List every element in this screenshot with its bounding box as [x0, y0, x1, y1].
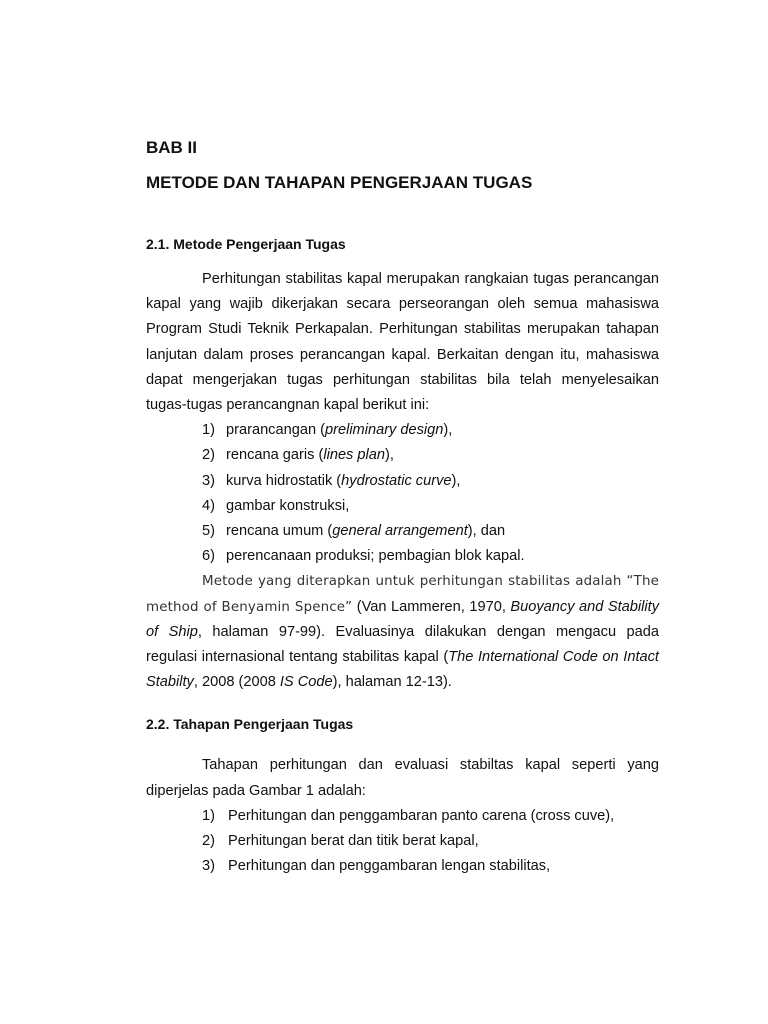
- list-item-number: 5): [202, 523, 215, 540]
- chapter-title: METODE DAN TAHAPAN PENGERJAAN TUGAS: [146, 173, 533, 192]
- list-item-text: rencana umum (general arrangement), dan: [226, 523, 506, 540]
- list-item-text: kurva hidrostatik (hydrostatic curve),: [226, 472, 461, 489]
- list-item-number: 3): [202, 472, 215, 489]
- list-item: [202, 854, 659, 879]
- list-item: [202, 804, 659, 829]
- list-item: [202, 418, 659, 443]
- list-item: [202, 519, 659, 544]
- list-item-number: 2): [202, 447, 215, 464]
- list-item-text: prarancangan (preliminary design),: [226, 422, 453, 439]
- list-item-text: Perhitungan dan penggambaran panto carena (cross cuve),: [228, 807, 615, 824]
- section-title-2-2: 2.2. Tahapan Pengerjaan Tugas: [146, 716, 354, 733]
- method-paragraph: Metode yang diterapkan untuk perhitungan stabilitas adalah “The method of Benyamin Spence” (Van Lammeren, 1970, Buoyancy and Stability of Ship, halaman 97-99). Evaluasinya dilakukan dengan mengacu pada regulasi internasional tentang stabilitas kapal (The International Code on Intact Stabilty, 2008 (2008 IS Code), halaman 12-13).: [146, 574, 659, 691]
- list-item-text: Perhitungan dan penggambaran lengan stabilitas,: [228, 858, 551, 875]
- section-2-1-intro: Perhitungan stabilitas kapal merupakan rangkaian tugas perancangan kapal yang wajib dikerjakan secara perseorangan oleh semua mahasiswa Program Studi Teknik Perkapalan. Perhitungan stabilitas merupakan tahapan lanjutan dalam proses perancangan kapal. Berkaitan dengan itu, mahasiswa dapat mengerjakan tugas perhitungan stabilitas bila telah menyelesaikan tugas-tugas perancangnan kapal berikut ini:: [146, 271, 659, 414]
- chapter-number: BAB II: [146, 138, 197, 157]
- section-title-2-1: 2.1. Metode Pengerjaan Tugas: [146, 236, 346, 252]
- list-item-number: 1): [202, 422, 215, 439]
- list-item-text: rencana garis (lines plan),: [226, 447, 394, 464]
- prerequisite-task-list: [146, 418, 659, 569]
- list-item-number: 4): [202, 497, 215, 514]
- list-item-number: 1): [202, 807, 215, 824]
- list-item-number: 6): [202, 548, 215, 565]
- list-item: [202, 469, 659, 494]
- list-item-text: gambar konstruksi,: [226, 497, 350, 514]
- section-2-2-intro: Tahapan perhitungan dan evaluasi stabiltas kapal seperti yang diperjelas pada Gambar 1 adalah:: [146, 757, 659, 799]
- list-item-number: 2): [202, 833, 215, 850]
- list-item: [202, 544, 659, 569]
- list-item: [202, 494, 659, 519]
- stage-list: [146, 804, 659, 880]
- page-content: [146, 138, 659, 879]
- list-item: [202, 443, 659, 468]
- list-item-text: Perhitungan berat dan titik berat kapal,: [228, 833, 479, 850]
- list-item: [202, 829, 659, 854]
- list-item-text: perencanaan produksi; pembagian blok kapal.: [226, 548, 525, 565]
- list-item-number: 3): [202, 858, 215, 875]
